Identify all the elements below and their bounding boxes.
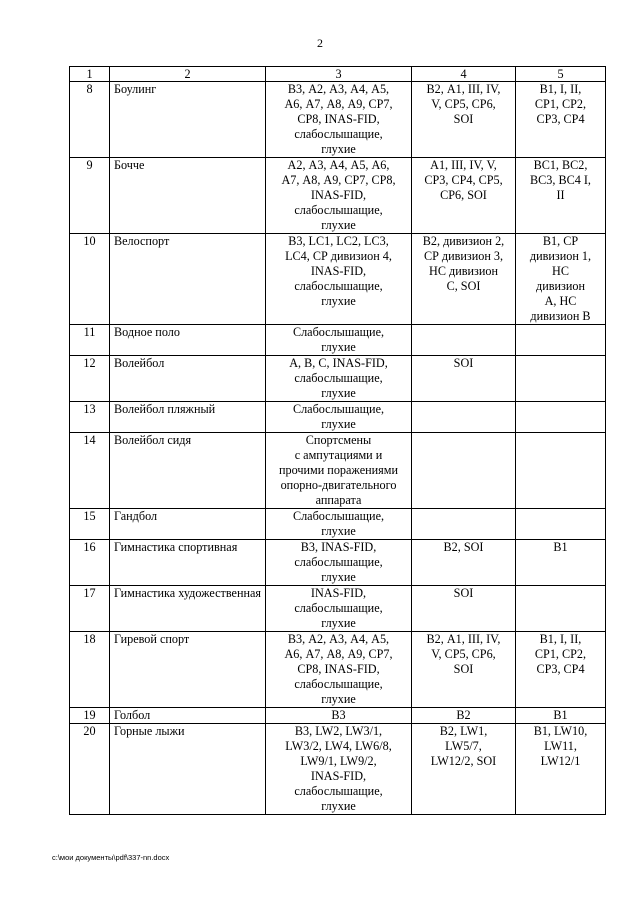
class-col-4: SOI bbox=[412, 586, 516, 632]
class-col-3: В3, LC1, LC2, LC3, LC4, СР дивизион 4, INAS-FID, слабослышащие, глухие bbox=[266, 234, 412, 325]
header-col-4: 4 bbox=[412, 67, 516, 82]
class-col-5: В1, LW10, LW11, LW12/1 bbox=[516, 724, 606, 815]
class-col-5: ВС1, ВС2, ВС3, ВС4 I, II bbox=[516, 158, 606, 234]
table-row bbox=[70, 402, 606, 433]
sport-name: Велоспорт bbox=[110, 234, 266, 325]
sport-name: Голбол bbox=[110, 708, 266, 724]
class-col-4: В2, дивизион 2, СР дивизион 3, НС дивизион С, SOI bbox=[412, 234, 516, 325]
table-row bbox=[70, 509, 606, 540]
sport-name: Гандбол bbox=[110, 509, 266, 540]
sport-name: Водное поло bbox=[110, 325, 266, 356]
sport-name: Волейбол сидя bbox=[110, 433, 266, 509]
class-col-4 bbox=[412, 325, 516, 356]
class-col-3: А2, А3, А4, А5, А6, А7, А8, А9, СР7, СР8, INAS-FID, слабослышащие, глухие bbox=[266, 158, 412, 234]
class-col-5 bbox=[516, 509, 606, 540]
class-col-5: В1, I, II, СР1, СР2, СР3, СР4 bbox=[516, 82, 606, 158]
header-col-2: 2 bbox=[110, 67, 266, 82]
class-col-4: В2, SOI bbox=[412, 540, 516, 586]
table-row bbox=[70, 724, 606, 815]
class-col-3: A, B, C, INAS-FID, слабослышащие, глухие bbox=[266, 356, 412, 402]
table-header-row bbox=[70, 67, 606, 82]
row-number: 14 bbox=[70, 433, 110, 509]
class-col-3: В3, LW2, LW3/1, LW3/2, LW4, LW6/8, LW9/1, LW9/2, INAS-FID, слабослышащие, глухие bbox=[266, 724, 412, 815]
table-row bbox=[70, 433, 606, 509]
sport-name: Гиревой спорт bbox=[110, 632, 266, 708]
footer-file-path: c:\мои документы\pdf\337-nn.docx bbox=[52, 853, 170, 862]
header-col-1: 1 bbox=[70, 67, 110, 82]
header-col-5: 5 bbox=[516, 67, 606, 82]
class-col-3: Слабослышащие, глухие bbox=[266, 325, 412, 356]
row-number: 13 bbox=[70, 402, 110, 433]
sport-name: Горные лыжи bbox=[110, 724, 266, 815]
class-col-4 bbox=[412, 509, 516, 540]
table-row bbox=[70, 325, 606, 356]
class-col-4 bbox=[412, 433, 516, 509]
row-number: 12 bbox=[70, 356, 110, 402]
class-col-4: SOI bbox=[412, 356, 516, 402]
sport-name: Волейбол bbox=[110, 356, 266, 402]
class-col-4: В2, А1, III, IV, V, СР5, СР6, SOI bbox=[412, 82, 516, 158]
class-col-5 bbox=[516, 586, 606, 632]
class-col-3: В3, А2, А3, А4, А5, А6, А7, А8, А9, СР7, СР8, INAS-FID, слабослышащие, глухие bbox=[266, 632, 412, 708]
header-col-3: 3 bbox=[266, 67, 412, 82]
class-col-5 bbox=[516, 433, 606, 509]
class-col-5 bbox=[516, 325, 606, 356]
class-col-3: Слабослышащие, глухие bbox=[266, 509, 412, 540]
page-number: 2 bbox=[317, 36, 323, 50]
table-row bbox=[70, 540, 606, 586]
class-col-5 bbox=[516, 356, 606, 402]
class-col-3: В3, INAS-FID, слабослышащие, глухие bbox=[266, 540, 412, 586]
sport-name: Гимнастика художественная bbox=[110, 586, 266, 632]
table-row bbox=[70, 356, 606, 402]
sport-name: Бочче bbox=[110, 158, 266, 234]
table-row bbox=[70, 632, 606, 708]
class-col-5: В1 bbox=[516, 708, 606, 724]
class-col-3: INAS-FID, слабослышащие, глухие bbox=[266, 586, 412, 632]
class-col-5 bbox=[516, 402, 606, 433]
row-number: 8 bbox=[70, 82, 110, 158]
table-row bbox=[70, 234, 606, 325]
row-number: 20 bbox=[70, 724, 110, 815]
class-col-5: В1, СР дивизион 1, НС дивизион А, НС дивизион В bbox=[516, 234, 606, 325]
row-number: 10 bbox=[70, 234, 110, 325]
class-col-4 bbox=[412, 402, 516, 433]
class-col-4: В2, LW1, LW5/7, LW12/2, SOI bbox=[412, 724, 516, 815]
table-row bbox=[70, 708, 606, 724]
sport-name: Волейбол пляжный bbox=[110, 402, 266, 433]
class-col-5: В1 bbox=[516, 540, 606, 586]
sport-name: Боулинг bbox=[110, 82, 266, 158]
class-col-3: Слабослышащие, глухие bbox=[266, 402, 412, 433]
class-col-5: В1, I, II, СР1, СР2, СР3, СР4 bbox=[516, 632, 606, 708]
class-col-4: В2, А1, III, IV, V, СР5, СР6, SOI bbox=[412, 632, 516, 708]
sports-classification-table bbox=[69, 66, 606, 815]
row-number: 15 bbox=[70, 509, 110, 540]
row-number: 18 bbox=[70, 632, 110, 708]
class-col-4: В2 bbox=[412, 708, 516, 724]
row-number: 19 bbox=[70, 708, 110, 724]
class-col-4: А1, III, IV, V, СР3, СР4, СР5, СР6, SOI bbox=[412, 158, 516, 234]
table-row bbox=[70, 586, 606, 632]
row-number: 11 bbox=[70, 325, 110, 356]
class-col-3: В3, А2, А3, А4, А5, А6, А7, А8, А9, СР7, СР8, INAS-FID, слабослышащие, глухие bbox=[266, 82, 412, 158]
table-row bbox=[70, 82, 606, 158]
class-col-3: Спортсмены с ампутациями и прочими поражениями опорно-двигательного аппарата bbox=[266, 433, 412, 509]
row-number: 16 bbox=[70, 540, 110, 586]
class-col-3: В3 bbox=[266, 708, 412, 724]
row-number: 17 bbox=[70, 586, 110, 632]
row-number: 9 bbox=[70, 158, 110, 234]
sport-name: Гимнастика спортивная bbox=[110, 540, 266, 586]
table-row bbox=[70, 158, 606, 234]
